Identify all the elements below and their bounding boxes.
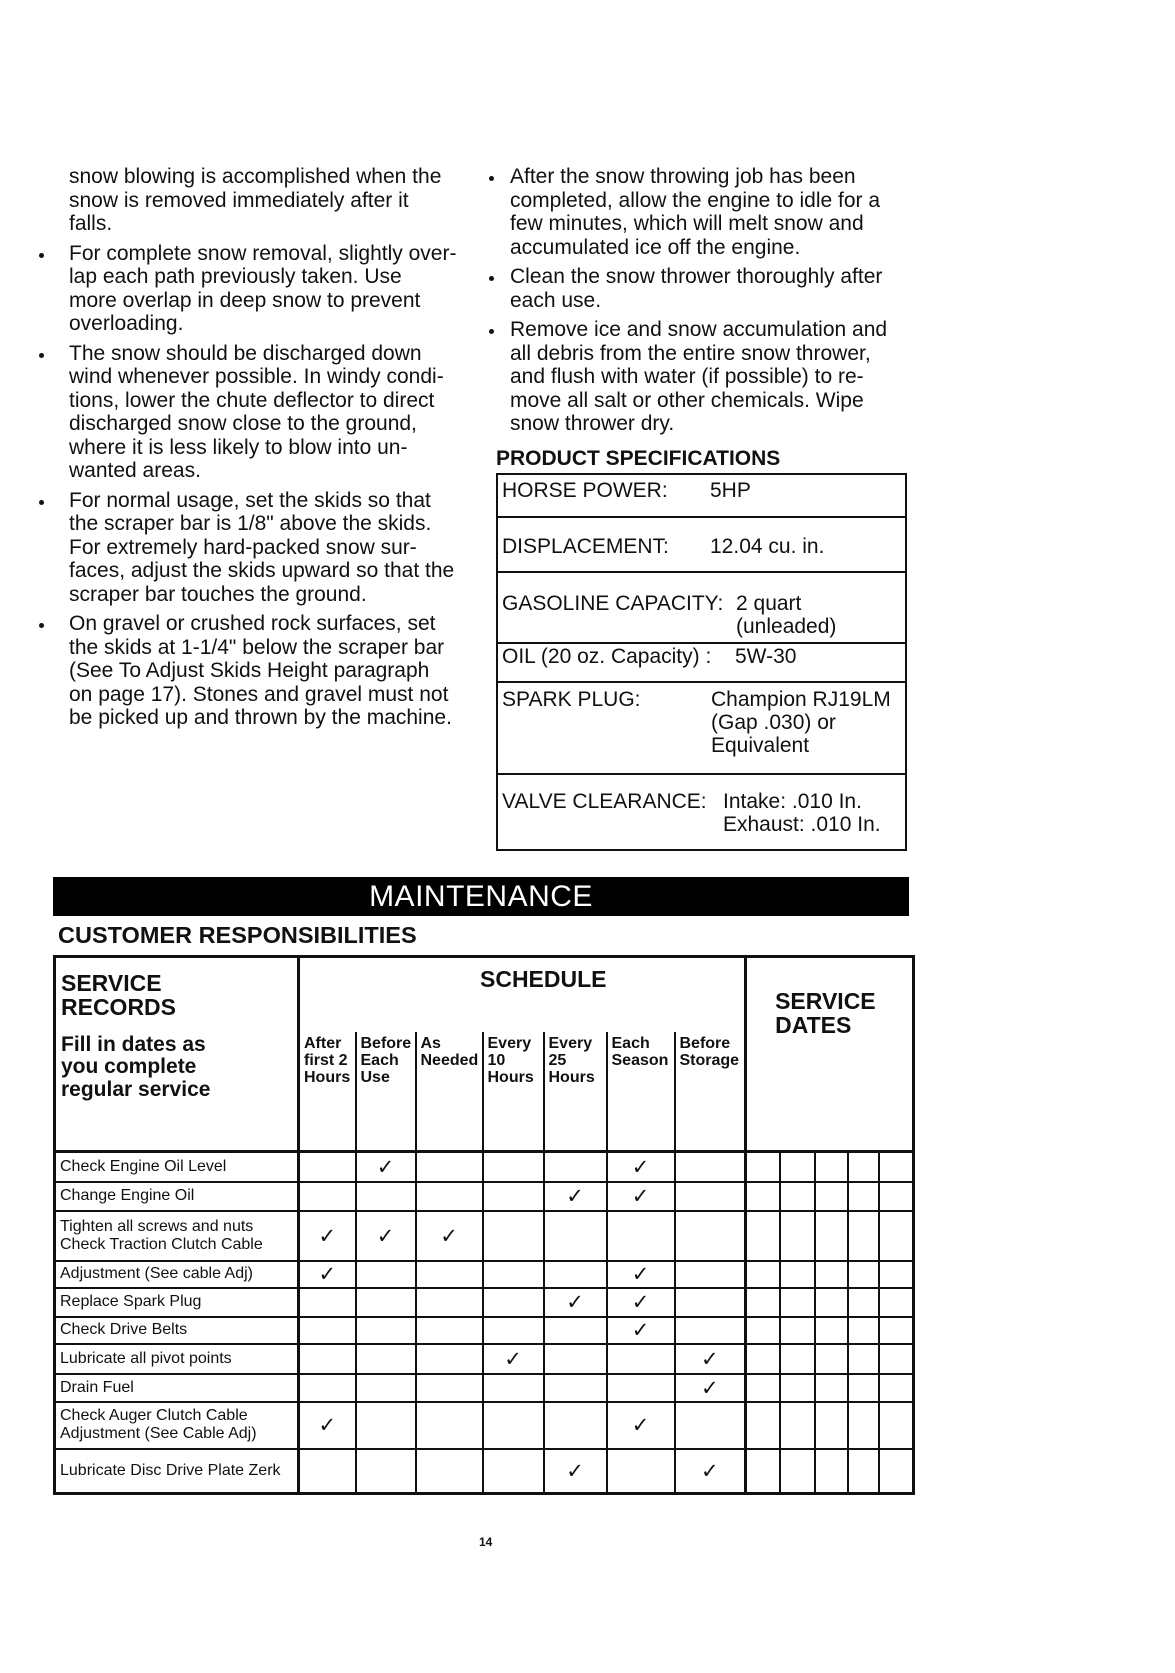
spec-value: Intake: .010 In. Exhaust: .010 In. (723, 790, 881, 836)
product-specifications-heading: PRODUCT SPECIFICATIONS (496, 447, 781, 470)
task-label: Check Drive Belts (55, 1317, 299, 1344)
bullet-text: For complete snow removal, slightly over- lap each path previously taken. Use more overlap in deep snow to prevent overloading. (69, 241, 457, 335)
bullet-item (69, 242, 484, 336)
service-date-cell (746, 1288, 780, 1317)
bullet-text: For normal usage, set the skids so that the scraper bar is 1/8" above the skids. For extremely hard-packed snow sur- faces, adjust the skids upward so that the scraper bar touches the ground. (69, 488, 455, 606)
service-date-cell (815, 1211, 848, 1261)
check-mark-cell: ✓ (607, 1317, 675, 1344)
service-date-cell (746, 1261, 780, 1288)
check-mark-cell (544, 1152, 607, 1182)
bullet-icon (39, 500, 44, 505)
service-dates-title: SERVICE DATES (775, 988, 876, 1038)
check-mark-cell: ✓ (356, 1211, 416, 1261)
service-date-cell (848, 1374, 879, 1402)
check-mark-cell (483, 1402, 544, 1449)
service-date-cell (815, 1152, 848, 1182)
bullet-item (69, 342, 484, 483)
service-date-cell (879, 1449, 914, 1494)
service-records-header (55, 957, 299, 1152)
service-date-cell (815, 1344, 848, 1374)
spec-label: GASOLINE CAPACITY: (502, 592, 724, 615)
spec-row-displacement (498, 518, 905, 573)
maintenance-banner: MAINTENANCE (53, 877, 909, 916)
check-mark-cell: ✓ (416, 1211, 483, 1261)
check-mark-cell (483, 1261, 544, 1288)
check-mark-cell: ✓ (299, 1261, 356, 1288)
check-mark-cell (483, 1288, 544, 1317)
check-mark-cell (416, 1449, 483, 1494)
spec-row-horse-power (498, 475, 905, 518)
schedule-column-header: Before Each Use (356, 1032, 416, 1152)
check-mark-cell (299, 1449, 356, 1494)
check-mark-cell (416, 1374, 483, 1402)
check-mark-cell (356, 1449, 416, 1494)
service-date-cell (780, 1288, 815, 1317)
check-mark-cell (356, 1374, 416, 1402)
check-mark-cell (483, 1182, 544, 1211)
check-mark-cell: ✓ (544, 1288, 607, 1317)
task-row (55, 1449, 914, 1494)
service-dates-header (746, 957, 914, 1152)
check-mark-cell: ✓ (607, 1402, 675, 1449)
check-mark-cell (416, 1402, 483, 1449)
service-date-cell (848, 1402, 879, 1449)
check-mark-cell: ✓ (607, 1152, 675, 1182)
intro-paragraph: snow blowing is accomplished when the snow is removed immediately after it falls. (69, 165, 442, 235)
task-row (55, 1211, 914, 1261)
spec-label: DISPLACEMENT: (502, 535, 669, 558)
bullet-text: Remove ice and snow accumulation and all debris from the entire snow thrower, and flush with water (if possible) to re- move all salt or other chemicals. Wipe snow thrower dry. (510, 318, 888, 435)
check-mark-cell (299, 1317, 356, 1344)
check-mark-cell: ✓ (356, 1152, 416, 1182)
check-mark-cell (356, 1261, 416, 1288)
spec-row-gasoline-capacity (498, 573, 905, 644)
service-date-cell (848, 1182, 879, 1211)
bullet-icon (489, 276, 494, 281)
service-date-cell (879, 1344, 914, 1374)
service-date-cell (780, 1182, 815, 1211)
schedule-column-header: Before Storage (675, 1032, 746, 1152)
spec-row-valve-clearance (498, 775, 905, 849)
service-date-cell (848, 1344, 879, 1374)
service-date-cell (879, 1317, 914, 1344)
service-date-cell (815, 1317, 848, 1344)
task-label: Tighten all screws and nuts Check Traction Clutch Cable (55, 1211, 299, 1261)
check-mark-cell (299, 1152, 356, 1182)
task-row (55, 1317, 914, 1344)
check-mark-cell: ✓ (675, 1374, 746, 1402)
check-mark-cell (544, 1317, 607, 1344)
check-mark-cell (483, 1211, 544, 1261)
service-date-cell (746, 1402, 780, 1449)
task-row (55, 1402, 914, 1449)
service-date-cell (746, 1344, 780, 1374)
service-date-cell (780, 1152, 815, 1182)
check-mark-cell (416, 1317, 483, 1344)
bullet-item (510, 165, 910, 259)
bullet-icon (39, 253, 44, 258)
service-date-cell (848, 1211, 879, 1261)
bullet-icon (489, 176, 494, 181)
check-mark-cell (675, 1317, 746, 1344)
task-label: Check Engine Oil Level (55, 1152, 299, 1182)
check-mark-cell (675, 1288, 746, 1317)
task-row (55, 1288, 914, 1317)
service-date-cell (746, 1211, 780, 1261)
bullet-icon (489, 329, 494, 334)
service-date-cell (848, 1449, 879, 1494)
task-label: Adjustment (See cable Adj) (55, 1261, 299, 1288)
check-mark-cell (607, 1211, 675, 1261)
service-date-cell (746, 1449, 780, 1494)
spec-label: SPARK PLUG: (502, 688, 641, 711)
check-mark-cell (544, 1211, 607, 1261)
check-mark-cell (299, 1288, 356, 1317)
spec-label: OIL (20 oz. Capacity) : (502, 645, 712, 668)
bullet-item (510, 265, 910, 312)
service-date-cell (780, 1449, 815, 1494)
check-mark-cell (416, 1152, 483, 1182)
service-records-note: Fill in dates as you complete regular service (61, 1033, 211, 1101)
task-label: Check Auger Clutch Cable Adjustment (See Cable Adj) (55, 1402, 299, 1449)
task-row (55, 1261, 914, 1288)
schedule-title: SCHEDULE (299, 957, 746, 1032)
check-mark-cell (416, 1344, 483, 1374)
bullet-item (69, 612, 484, 730)
service-date-cell (848, 1152, 879, 1182)
bullet-text: On gravel or crushed rock surfaces, set the skids at 1-1/4" below the scraper bar (See To Adjust Skids Height paragraph on page 17). Stones and gravel must not be picked up and thrown by the machine. (69, 612, 452, 729)
service-date-cell (780, 1344, 815, 1374)
check-mark-cell (416, 1182, 483, 1211)
bullet-icon (39, 353, 44, 358)
task-label: Drain Fuel (55, 1374, 299, 1402)
bullet-item (510, 318, 910, 436)
task-label: Change Engine Oil (55, 1182, 299, 1211)
schedule-column-header: Every 25 Hours (544, 1032, 607, 1152)
check-mark-cell: ✓ (544, 1449, 607, 1494)
left-column (69, 165, 484, 730)
task-label: Lubricate Disc Drive Plate Zerk (55, 1449, 299, 1494)
bullet-text: After the snow throwing job has been completed, allow the engine to idle for a few minutes, which will melt snow and accumulated ice off the engine. (510, 165, 881, 259)
check-mark-cell (544, 1344, 607, 1374)
check-mark-cell (607, 1449, 675, 1494)
spec-value: Champion RJ19LM (Gap .030) or Equivalent (711, 688, 891, 757)
check-mark-cell (607, 1374, 675, 1402)
task-row (55, 1152, 914, 1182)
customer-responsibilities-heading: CUSTOMER RESPONSIBILITIES (58, 922, 417, 948)
service-date-cell (879, 1152, 914, 1182)
check-mark-cell (483, 1449, 544, 1494)
service-date-cell (780, 1317, 815, 1344)
check-mark-cell (544, 1402, 607, 1449)
check-mark-cell (675, 1261, 746, 1288)
service-date-cell (879, 1288, 914, 1317)
check-mark-cell: ✓ (607, 1182, 675, 1211)
service-date-cell (848, 1288, 879, 1317)
check-mark-cell (544, 1261, 607, 1288)
bullet-text: The snow should be discharged down wind whenever possible. In windy condi- tions, lower the chute deflector to direct discharged snow close to the ground, where it is less likely to blow into un- wanted areas. (69, 341, 444, 482)
check-mark-cell (356, 1317, 416, 1344)
service-date-cell (848, 1317, 879, 1344)
check-mark-cell (607, 1344, 675, 1374)
task-rows (55, 1152, 914, 1494)
spec-value: 5W-30 (735, 645, 797, 668)
service-date-cell (815, 1449, 848, 1494)
spec-row-oil (498, 644, 905, 683)
spec-value: 5HP (710, 479, 751, 502)
schedule-column-header: As Needed (416, 1032, 483, 1152)
service-date-cell (879, 1182, 914, 1211)
check-mark-cell: ✓ (483, 1344, 544, 1374)
check-mark-cell (416, 1261, 483, 1288)
service-date-cell (746, 1374, 780, 1402)
service-date-cell (746, 1182, 780, 1211)
service-date-cell (746, 1317, 780, 1344)
task-row (55, 1344, 914, 1374)
right-column (510, 165, 910, 436)
check-mark-cell: ✓ (607, 1261, 675, 1288)
schedule-column-header: After first 2 Hours (299, 1032, 356, 1152)
task-row (55, 1182, 914, 1211)
spec-value: 2 quart (unleaded) (736, 592, 837, 638)
check-mark-cell: ✓ (675, 1449, 746, 1494)
page-number: 14 (479, 1535, 493, 1549)
maintenance-table (53, 955, 915, 1495)
service-date-cell (780, 1211, 815, 1261)
service-records-title: SERVICE RECORDS (61, 970, 177, 1020)
check-mark-cell (416, 1288, 483, 1317)
check-mark-cell (675, 1211, 746, 1261)
check-mark-cell (483, 1152, 544, 1182)
schedule-column-header: Every 10 Hours (483, 1032, 544, 1152)
check-mark-cell (675, 1402, 746, 1449)
schedule-column-header: Each Season (607, 1032, 675, 1152)
spec-table (496, 473, 907, 851)
spec-value: 12.04 cu. in. (710, 535, 825, 558)
service-date-cell (780, 1374, 815, 1402)
spec-row-spark-plug (498, 683, 905, 775)
check-mark-cell (356, 1344, 416, 1374)
service-date-cell (848, 1261, 879, 1288)
task-label: Replace Spark Plug (55, 1288, 299, 1317)
check-mark-cell (483, 1374, 544, 1402)
service-date-cell (879, 1402, 914, 1449)
check-mark-cell (356, 1182, 416, 1211)
check-mark-cell: ✓ (299, 1402, 356, 1449)
check-mark-cell (675, 1182, 746, 1211)
task-row (55, 1374, 914, 1402)
bullet-text: Clean the snow thrower thoroughly after each use. (510, 265, 883, 312)
task-label: Lubricate all pivot points (55, 1344, 299, 1374)
service-date-cell (815, 1402, 848, 1449)
service-date-cell (815, 1261, 848, 1288)
service-date-cell (815, 1288, 848, 1317)
service-date-cell (815, 1374, 848, 1402)
spec-label: HORSE POWER: (502, 479, 668, 502)
check-mark-cell (299, 1344, 356, 1374)
service-date-cell (780, 1261, 815, 1288)
check-mark-cell (299, 1374, 356, 1402)
check-mark-cell: ✓ (544, 1182, 607, 1211)
service-date-cell (815, 1182, 848, 1211)
check-mark-cell: ✓ (299, 1211, 356, 1261)
check-mark-cell (675, 1152, 746, 1182)
service-date-cell (780, 1402, 815, 1449)
check-mark-cell (299, 1182, 356, 1211)
service-date-cell (746, 1152, 780, 1182)
bullet-icon (39, 623, 44, 628)
service-date-cell (879, 1374, 914, 1402)
check-mark-cell: ✓ (607, 1288, 675, 1317)
check-mark-cell (544, 1374, 607, 1402)
check-mark-cell: ✓ (675, 1344, 746, 1374)
check-mark-cell (356, 1402, 416, 1449)
spec-label: VALVE CLEARANCE: (502, 790, 707, 813)
service-date-cell (879, 1261, 914, 1288)
bullet-item (69, 489, 484, 607)
check-mark-cell (483, 1317, 544, 1344)
service-date-cell (879, 1211, 914, 1261)
check-mark-cell (356, 1288, 416, 1317)
